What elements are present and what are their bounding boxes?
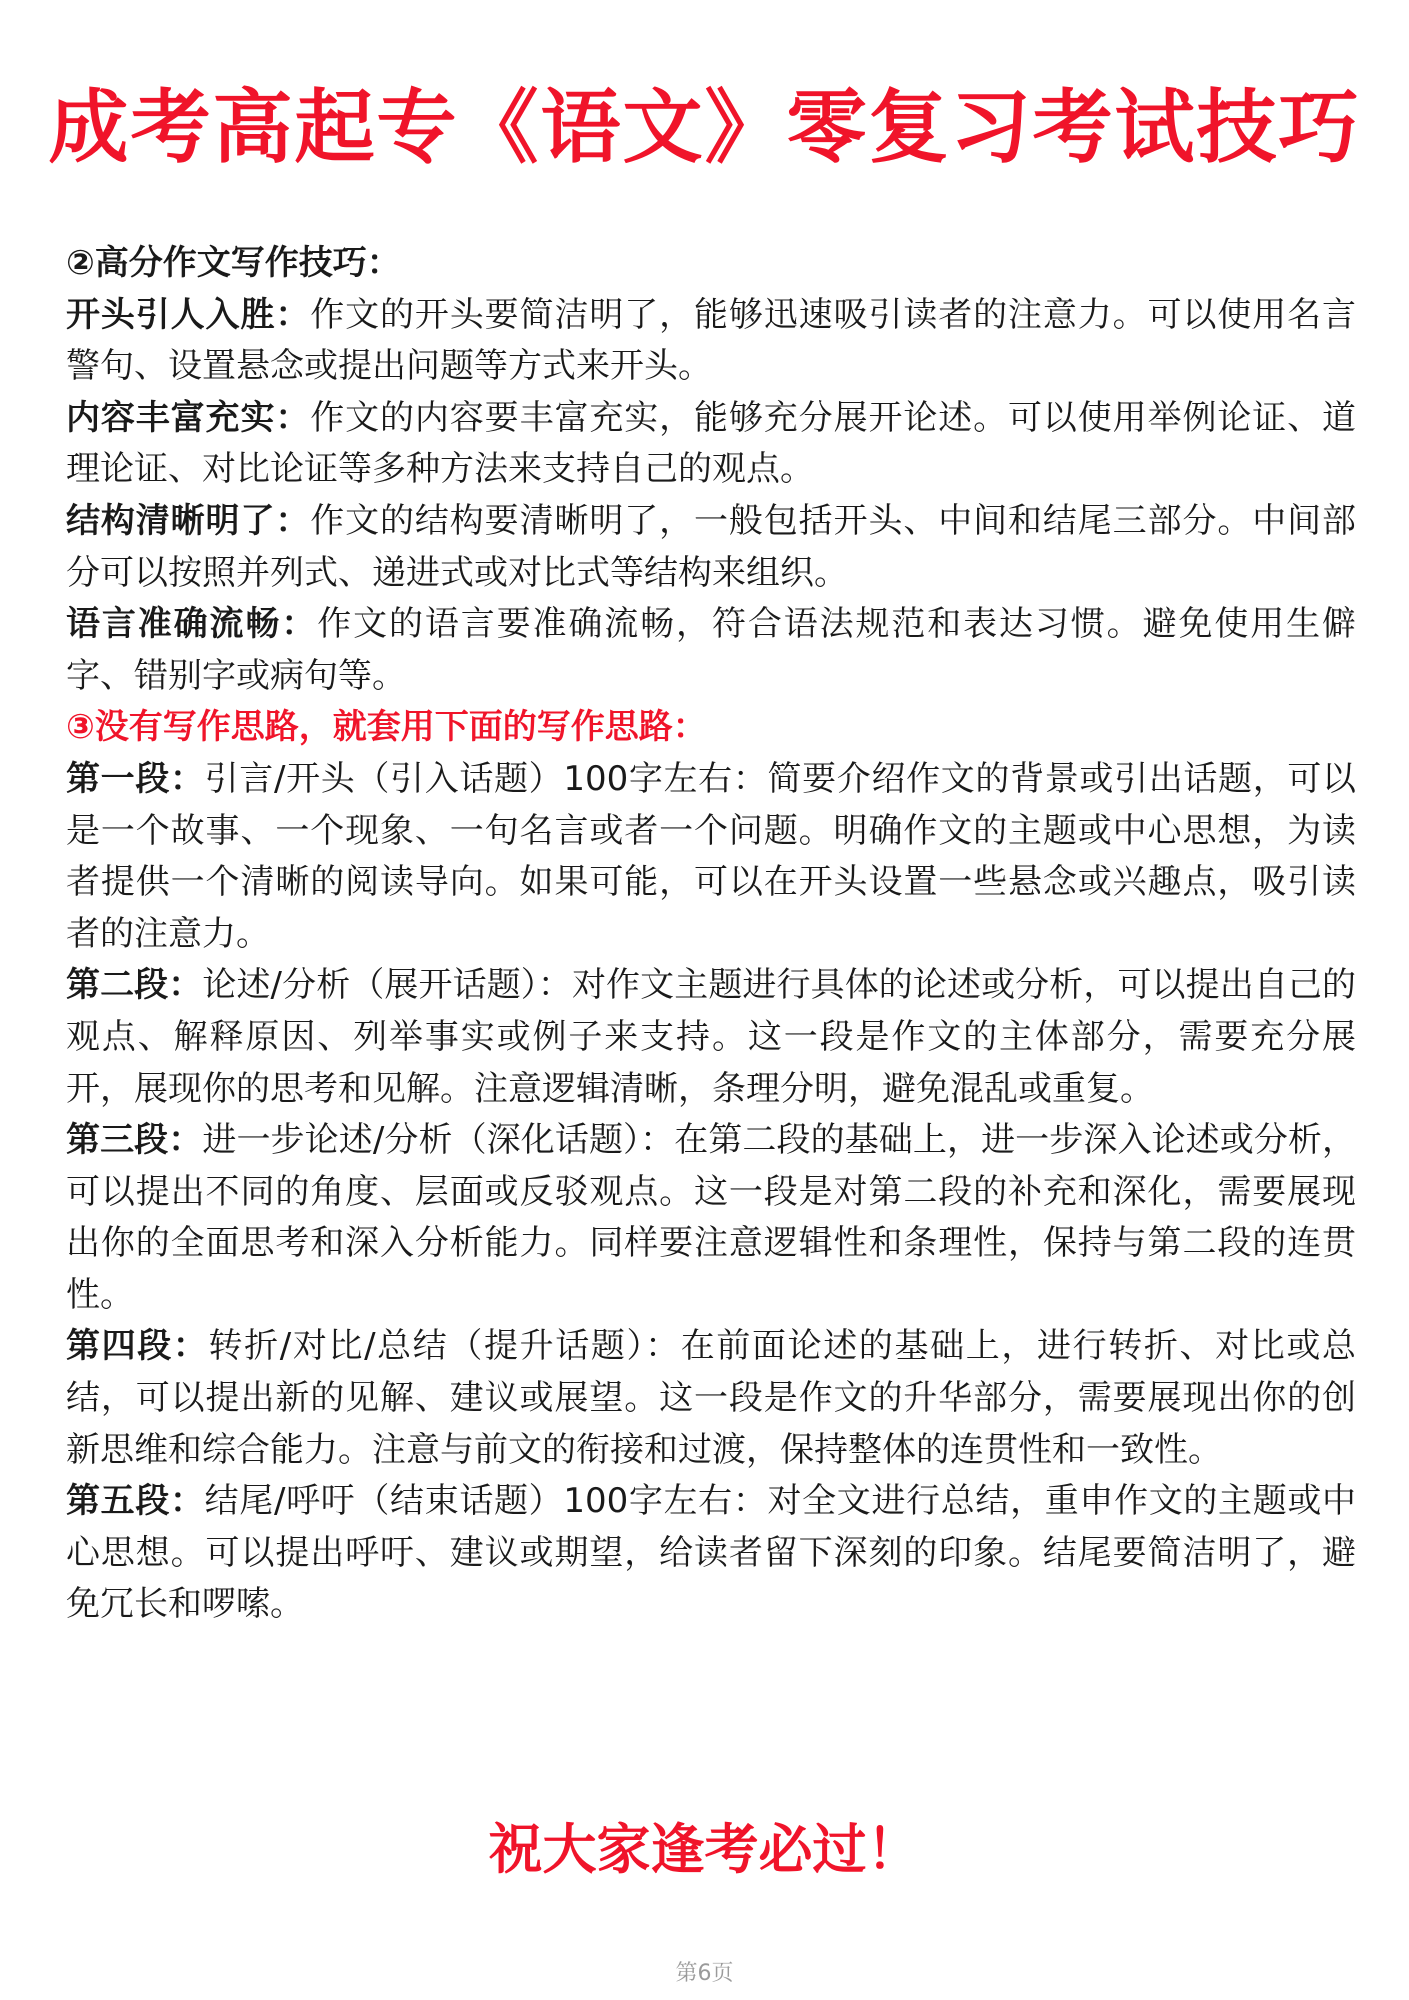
outline-text: 转折/对比/总结（提升话题）：在前面论述的基础上，进行转折、对比或总结，可以提出新的见解、建议或展望。这一段是作文的升华部分，需要展现出你的创新思维和综合能力。注意与前文的衔接和过渡，保持整体的连贯性和一致性。 (66, 1326, 1356, 1470)
tip-paragraph (66, 599, 1356, 702)
tip-paragraph (66, 393, 1356, 496)
page-number: 第6页 (675, 1961, 734, 1986)
closing-message: 祝大家逢考必过！ (488, 1818, 921, 1881)
outline-paragraph (66, 1321, 1356, 1476)
tip-text: 作文的内容要丰富充实，能够充分展开论述。可以使用举例论证、道理论证、对比论证等多种方法来支持自己的观点。 (66, 397, 1357, 490)
outline-lead: 第五段： (66, 1481, 205, 1522)
outline-lead: 第四段： (66, 1326, 209, 1367)
tip-text: 作文的语言要准确流畅，符合语法规范和表达习惯。避免使用生僻字、错别字或病句等。 (66, 604, 1357, 696)
outline-paragraph (66, 960, 1356, 1115)
outline-lead: 第一段： (66, 758, 205, 799)
outline-lead: 第三段： (66, 1120, 203, 1161)
outline-paragraph (66, 1476, 1356, 1631)
tip-lead: 语言准确流畅： (66, 604, 318, 645)
outline-text: 进一步论述/分析（深化话题）：在第二段的基础上，进一步深入论述或分析，可以提出不同的角度、层面或反驳观点。这一段是对第二段的补充和深化，需要展现出你的全面思考和深入分析能力。同样要注意逻辑性和条理性，保持与第二段的连贯性。 (66, 1120, 1357, 1315)
outline-paragraph (66, 754, 1356, 960)
tip-text: 作文的结构要清晰明了，一般包括开头、中间和结尾三部分。中间部分可以按照并列式、递进式或对比式等结构来组织。 (66, 500, 1357, 593)
section-2-heading: ②高分作文写作技巧： (66, 243, 401, 283)
tip-paragraph (66, 290, 1356, 393)
article-body (66, 238, 1356, 1631)
outline-text: 结尾/呼吁（结束话题）100字左右：对全文进行总结，重申作文的主题或中心思想。可以提出呼吁、建议或期望，给读者留下深刻的印象。结尾要简洁明了，避免冗长和啰嗦。 (66, 1481, 1357, 1625)
outline-text: 引言/开头（引入话题）100字左右：简要介绍作文的背景或引出话题，可以是一个故事、一个现象、一句名言或者一个问题。明确作文的主题或中心思想，为读者提供一个清晰的阅读导向。如果可能，可以在开头设置一些悬念或兴趣点，吸引读者的注意力。 (66, 758, 1357, 954)
tip-paragraph (66, 496, 1356, 599)
page-title: 成考高起专《语文》零复习考试技巧 (48, 81, 1361, 174)
tip-lead: 内容丰富充实： (66, 397, 311, 438)
tip-lead: 结构清晰明了： (66, 500, 311, 541)
outline-paragraph (66, 1115, 1356, 1321)
outline-lead: 第二段： (66, 965, 203, 1006)
section-3-heading: ③没有写作思路，就套用下面的写作思路： (66, 707, 707, 748)
outline-text: 论述/分析（展开话题）：对作文主题进行具体的论述或分析，可以提出自己的观点、解释原因、列举事实或例子来支持。这一段是作文的主体部分，需要充分展开，展现你的思考和见解。注意逻辑清晰，条理分明，避免混乱或重复。 (66, 965, 1357, 1109)
tip-lead: 开头引人入胜： (66, 294, 311, 335)
tip-text: 作文的开头要简洁明了，能够迅速吸引读者的注意力。可以使用名言警句、设置悬念或提出问题等方式来开头。 (66, 294, 1357, 387)
